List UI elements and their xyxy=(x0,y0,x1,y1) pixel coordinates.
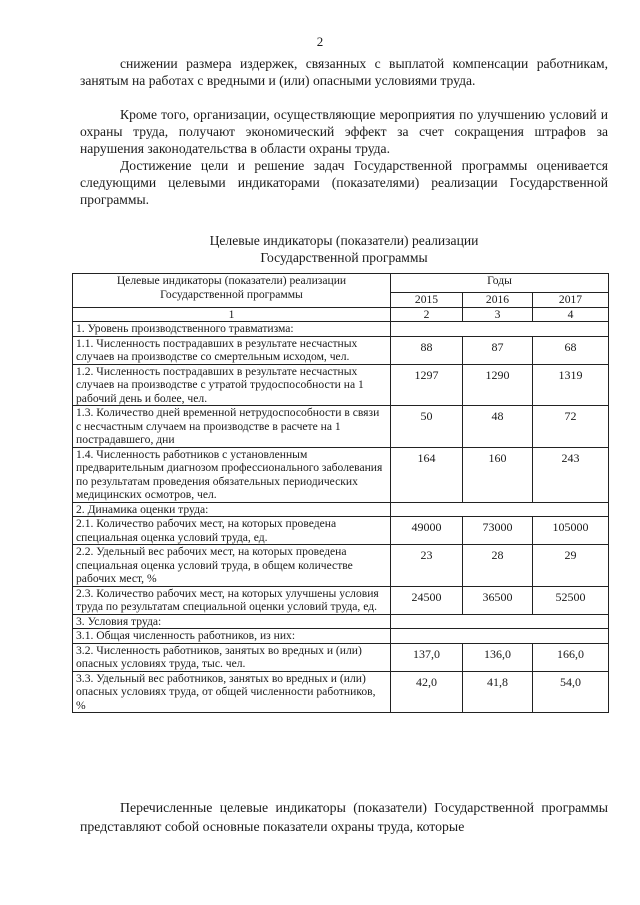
indicator-label: 1.4. Численность работников с установленным предварительным диагнозом профессионального заболевания по результатам проведения обязательных периодических медицинских осмотров, чел. xyxy=(73,447,391,502)
indicator-label: 3.3. Удельный вес работников, занятых во вредных и (или) опасных условиях труда, от общей численности работников, % xyxy=(73,671,391,713)
indicator-value-2016: 160 xyxy=(463,447,533,502)
table-row xyxy=(73,517,609,545)
indicator-value-2017: 1319 xyxy=(533,364,609,406)
indicator-value-2017: 52500 xyxy=(533,586,609,614)
intro-paragraph-2 xyxy=(80,107,608,157)
year-2015-header: 2015 xyxy=(391,293,463,308)
table-section-row xyxy=(73,322,609,337)
year-2017-header: 2017 xyxy=(533,293,609,308)
column-number-1: 1 xyxy=(73,307,391,322)
intro-paragraph-2-text: Кроме того, организации, осуществляющие мероприятия по улучшению условий и охраны труда, получают экономический эффект за счет сокращения штрафов за нарушения законодательства в области охраны труда. xyxy=(80,107,608,156)
indicator-value-2015: 23 xyxy=(391,545,463,587)
table-caption xyxy=(80,232,608,266)
indicator-label: 1.1. Численность пострадавших в результате несчастных случаев на производстве со смертельным исходом, чел. xyxy=(73,336,391,364)
intro-paragraph-1 xyxy=(80,56,608,90)
indicator-value-2017: 29 xyxy=(533,545,609,587)
indicator-label: 2.2. Удельный вес рабочих мест, на которых проведена специальная оценка условий труда, в общем количестве рабочих мест, % xyxy=(73,545,391,587)
indicator-value-2017: 243 xyxy=(533,447,609,502)
column-number-4: 4 xyxy=(533,307,609,322)
indicator-label: 3.2. Численность работников, занятых во вредных и (или) опасных условиях труда, тыс. чел. xyxy=(73,643,391,671)
table-caption-line-2: Государственной программы xyxy=(260,250,428,265)
table-row xyxy=(73,364,609,406)
indicator-label: 3.1. Общая численность работников, из них: xyxy=(73,629,391,644)
indicator-value-2015: 88 xyxy=(391,336,463,364)
years-header: Годы xyxy=(391,274,609,293)
indicator-value-2016: 1290 xyxy=(463,364,533,406)
indicator-value-2015: 1297 xyxy=(391,364,463,406)
intro-paragraph-3-text: Достижение цели и решение задач Государственной программы оценивается следующими целевыми индикаторами (показателями) реализации Государственной программы. xyxy=(80,158,608,207)
table-row xyxy=(73,406,609,448)
intro-paragraph-1-text: снижении размера издержек, связанных с выплатой компенсации работникам, занятым на работах с вредными и (или) опасными условиями труда. xyxy=(80,56,608,88)
column-number-2: 2 xyxy=(391,307,463,322)
section-empty-cell xyxy=(391,322,609,337)
indicator-value-2016: 48 xyxy=(463,406,533,448)
indicator-label: 2. Динамика оценки труда: xyxy=(73,502,391,517)
table-caption-line-1: Целевые индикаторы (показатели) реализации xyxy=(209,233,479,248)
indicator-value-2015: 50 xyxy=(391,406,463,448)
indicator-value-2015: 24500 xyxy=(391,586,463,614)
table-row xyxy=(73,586,609,614)
table-section-row xyxy=(73,614,609,629)
column-number-3: 3 xyxy=(463,307,533,322)
indicator-label: 2.3. Количество рабочих мест, на которых улучшены условия труда по результатам специальной оценки условий труда, ед. xyxy=(73,586,391,614)
table-row xyxy=(73,643,609,671)
outro-paragraph-text: Перечисленные целевые индикаторы (показатели) Государственной программы представляют собой основные показатели охраны труда, которые xyxy=(80,800,608,834)
table-header-row xyxy=(73,274,609,293)
indicator-label: 3. Условия труда: xyxy=(73,614,391,629)
indicator-label: 2.1. Количество рабочих мест, на которых проведена специальная оценка условий труда, ед. xyxy=(73,517,391,545)
intro-paragraph-3 xyxy=(80,158,608,208)
page-number: 2 xyxy=(316,34,324,49)
outro-paragraph xyxy=(80,798,608,836)
table-row xyxy=(73,671,609,713)
indicator-value-2016: 28 xyxy=(463,545,533,587)
indicator-value-2017: 54,0 xyxy=(533,671,609,713)
indicator-value-2016: 36500 xyxy=(463,586,533,614)
table-section-row xyxy=(73,629,609,644)
table-section-row xyxy=(73,502,609,517)
indicator-value-2016: 41,8 xyxy=(463,671,533,713)
indicator-label: 1.2. Численность пострадавших в результате несчастных случаев на производстве с утратой трудоспособности на 1 рабочий день и более, чел. xyxy=(73,364,391,406)
indicator-value-2015: 137,0 xyxy=(391,643,463,671)
indicator-value-2016: 136,0 xyxy=(463,643,533,671)
indicator-value-2015: 164 xyxy=(391,447,463,502)
section-empty-cell xyxy=(391,614,609,629)
indicator-label: 1. Уровень производственного травматизма: xyxy=(73,322,391,337)
indicator-value-2017: 72 xyxy=(533,406,609,448)
column-numbers-row xyxy=(73,307,609,322)
indicators-table-body xyxy=(73,274,609,713)
indicator-value-2016: 73000 xyxy=(463,517,533,545)
table-row xyxy=(73,447,609,502)
indicator-value-2017: 105000 xyxy=(533,517,609,545)
year-2016-header: 2016 xyxy=(463,293,533,308)
indicators-table xyxy=(72,273,609,713)
indicator-value-2017: 68 xyxy=(533,336,609,364)
indicator-column-header: Целевые индикаторы (показатели) реализации Государственной программы xyxy=(73,274,391,308)
section-empty-cell xyxy=(391,629,609,644)
table-row xyxy=(73,336,609,364)
indicator-value-2016: 87 xyxy=(463,336,533,364)
indicator-value-2015: 42,0 xyxy=(391,671,463,713)
indicator-value-2015: 49000 xyxy=(391,517,463,545)
indicator-label: 1.3. Количество дней временной нетрудоспособности в связи с несчастным случаем на производстве в расчете на 1 пострадавшего, дни xyxy=(73,406,391,448)
indicator-value-2017: 166,0 xyxy=(533,643,609,671)
table-row xyxy=(73,545,609,587)
section-empty-cell xyxy=(391,502,609,517)
